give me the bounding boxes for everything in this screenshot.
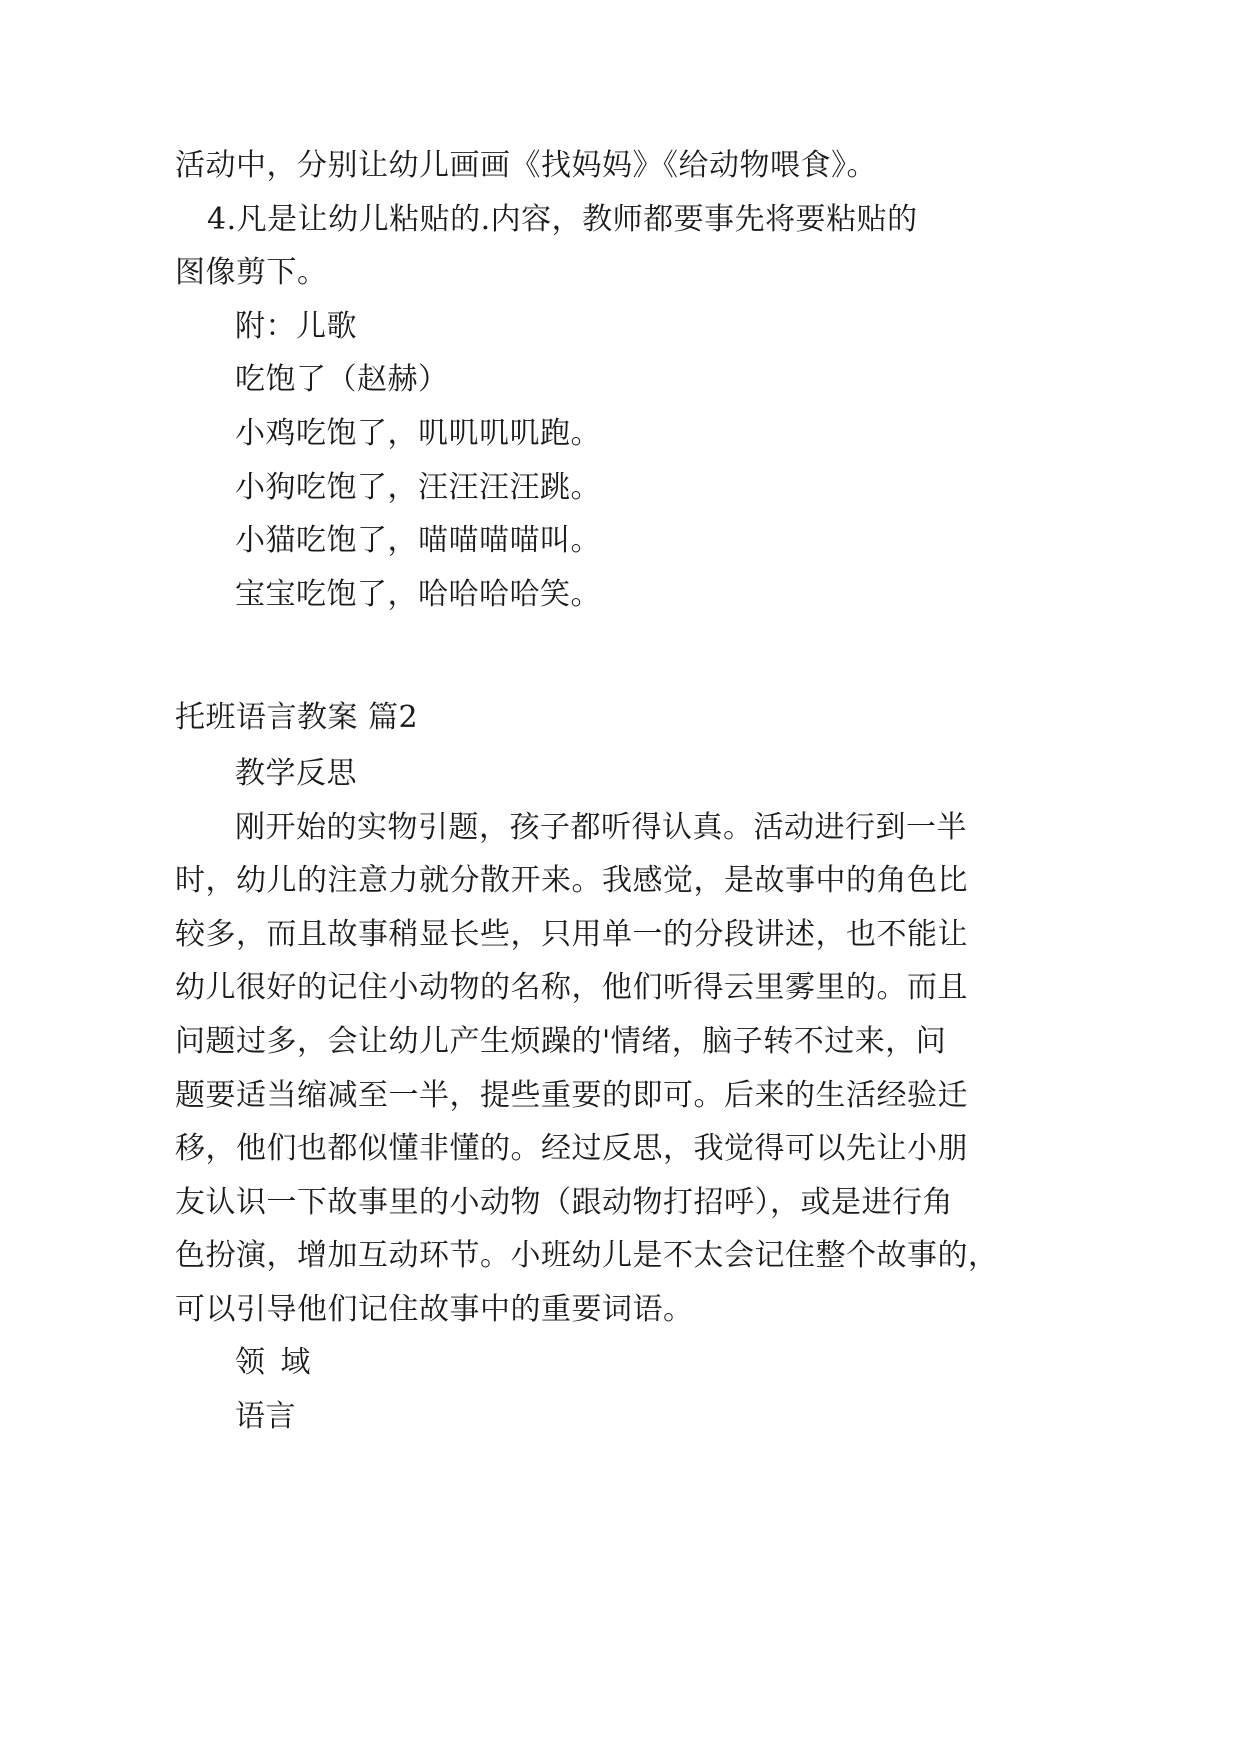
- paragraph: 4.凡是让幼儿粘贴的.内容，教师都要事先将要粘贴的: [207, 201, 918, 237]
- paragraph: 幼儿很好的记住小动物的名称，他们听得云里雾里的。而且: [175, 970, 968, 1006]
- section-spacer: [175, 622, 1066, 692]
- paragraph: 教学反思: [235, 755, 357, 791]
- paragraph: 小狗吃饱了，汪汪汪汪跳。: [235, 469, 601, 505]
- paragraph: 吃饱了（赵赫）: [235, 362, 449, 398]
- paragraph: 色扮演，增加互动环节。小班幼儿是不太会记住整个故事的，: [175, 1238, 999, 1274]
- document-body: [175, 140, 1066, 1443]
- paragraph: 附：儿歌: [235, 308, 357, 344]
- paragraph: 小猫吃饱了，喵喵喵喵叫。: [235, 523, 601, 559]
- paragraph: 友认识一下故事里的小动物（跟动物打招呼），或是进行角: [175, 1184, 953, 1220]
- section-heading: 托班语言教案 篇2: [175, 700, 419, 736]
- paragraph: 图像剪下。: [175, 255, 328, 291]
- paragraph: 宝宝吃饱了，哈哈哈哈笑。: [235, 576, 601, 612]
- paragraph: 活动中，分别让幼儿画画《找妈妈》《给动物喂食》。: [175, 148, 877, 183]
- paragraph: 时，幼儿的注意力就分散开来。我感觉，是故事中的角色比: [175, 863, 968, 899]
- paragraph: 移，他们也都似懂非懂的。经过反思，我觉得可以先让小朋: [175, 1131, 968, 1167]
- paragraph: 可以引导他们记住故事中的重要词语。: [175, 1291, 694, 1327]
- paragraph: 语言: [235, 1399, 296, 1435]
- paragraph: 较多，而且故事稍显长些，只用单一的分段讲述，也不能让: [175, 916, 968, 952]
- paragraph: 问题过多，会让幼儿产生烦躁的'情绪，脑子转不过来，问: [175, 1023, 947, 1059]
- paragraph: 小鸡吃饱了，叽叽叽叽跑。: [235, 415, 601, 451]
- paragraph: 刚开始的实物引题，孩子都听得认真。活动进行到一半: [235, 809, 967, 845]
- paragraph: 领 域: [235, 1345, 314, 1381]
- paragraph: 题要适当缩减至一半，提些重要的即可。后来的生活经验迁: [175, 1077, 968, 1113]
